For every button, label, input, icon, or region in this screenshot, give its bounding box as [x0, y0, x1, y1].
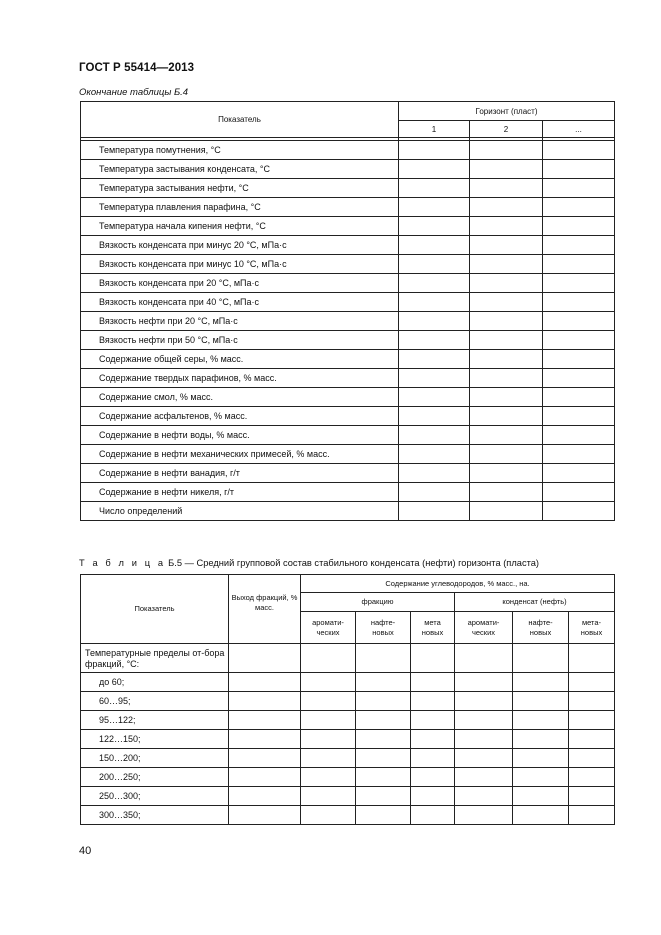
row-label: Температура начала кипения нефти, °С	[81, 217, 399, 236]
table-row	[81, 160, 615, 179]
table-b5	[80, 574, 615, 825]
table-row	[81, 141, 615, 160]
row-label: Вязкость конденсата при минус 10 °С, мПа·с	[81, 255, 399, 274]
table-row	[81, 787, 615, 806]
table-row	[81, 331, 615, 350]
row-label: Температурные пределы от-бора фракций, °С:	[81, 644, 229, 673]
row-label: Содержание в нефти никеля, г/т	[81, 483, 399, 502]
header-horizon-2: 2	[470, 121, 543, 138]
header-indicator: Показатель	[81, 575, 229, 644]
table-row	[81, 293, 615, 312]
table-caption-b4: Окончание таблицы Б.4	[79, 87, 189, 98]
row-label: Температура помутнения, °С	[81, 141, 399, 160]
header-horizon-more: ...	[543, 121, 615, 138]
table-row	[81, 179, 615, 198]
table-row	[81, 749, 615, 768]
header-condensate: конденсат (нефть)	[455, 593, 615, 612]
header-yield: Выход фракций, % масс.	[229, 575, 301, 644]
table-row	[81, 730, 615, 749]
table-row	[81, 407, 615, 426]
row-label: Содержание в нефти ванадия, г/т	[81, 464, 399, 483]
row-label: Содержание асфальтенов, % масс.	[81, 407, 399, 426]
row-label: 250…300;	[81, 787, 229, 806]
table-row	[81, 806, 615, 825]
header-aromatic-condensate: аромати- ческих	[455, 612, 513, 644]
table-row	[81, 502, 615, 521]
table-row	[81, 255, 615, 274]
row-label: Вязкость нефти при 50 °С, мПа·с	[81, 331, 399, 350]
row-label: 200…250;	[81, 768, 229, 787]
table-row	[81, 312, 615, 331]
row-label: 60…95;	[81, 692, 229, 711]
table-row	[81, 692, 615, 711]
table-b4	[80, 101, 615, 521]
table-row	[81, 369, 615, 388]
table-caption-b5	[79, 558, 539, 568]
header-indicator: Показатель	[81, 102, 399, 138]
row-label: 95…122;	[81, 711, 229, 730]
table-row	[81, 426, 615, 445]
row-label: Содержание в нефти воды, % масс.	[81, 426, 399, 445]
row-label: Содержание смол, % масс.	[81, 388, 399, 407]
header-aromatic-fraction: аромати- ческих	[301, 612, 356, 644]
table-row	[81, 644, 615, 673]
table-row	[81, 198, 615, 217]
row-label: Содержание общей серы, % масс.	[81, 350, 399, 369]
row-label: Вязкость конденсата при 40 °С, мПа·с	[81, 293, 399, 312]
header-horizon: Горизонт (пласт)	[399, 102, 615, 121]
row-label: Температура застывания конденсата, °С	[81, 160, 399, 179]
header-horizon-1: 1	[399, 121, 470, 138]
table-row	[81, 673, 615, 692]
table-row	[81, 768, 615, 787]
table-row	[81, 445, 615, 464]
row-label: Вязкость конденсата при 20 °С, мПа·с	[81, 274, 399, 293]
header-methane-condensate: мета- новых	[569, 612, 615, 644]
table-row	[81, 236, 615, 255]
caption-text: Б.5 — Средний групповой состав стабильного конденсата (нефти) горизонта (пласта)	[165, 558, 540, 568]
document-header: ГОСТ Р 55414—2013	[79, 62, 195, 74]
row-label: Температура застывания нефти, °С	[81, 179, 399, 198]
row-label: до 60;	[81, 673, 229, 692]
page-number: 40	[79, 845, 92, 857]
row-label: Число определений	[81, 502, 399, 521]
row-label: 300…350;	[81, 806, 229, 825]
row-label: 150…200;	[81, 749, 229, 768]
header-methane-fraction: мета новых	[411, 612, 455, 644]
caption-prefix: Т а б л и ц а	[79, 558, 166, 568]
table-row	[81, 464, 615, 483]
row-label: Температура плавления парафина, °С	[81, 198, 399, 217]
row-label: Содержание твердых парафинов, % масс.	[81, 369, 399, 388]
header-naphthenic-condensate: нафте- новых	[513, 612, 569, 644]
row-label: Содержание в нефти механических примесей, % масс.	[81, 445, 399, 464]
table-row	[81, 350, 615, 369]
table-row	[81, 388, 615, 407]
table-row	[81, 483, 615, 502]
row-label: Вязкость конденсата при минус 20 °С, мПа·с	[81, 236, 399, 255]
table-row	[81, 711, 615, 730]
row-label: 122…150;	[81, 730, 229, 749]
table-row	[81, 274, 615, 293]
table-row	[81, 217, 615, 236]
header-fraction: фракцию	[301, 593, 455, 612]
header-content: Содержание углеводородов, % масс., на.	[301, 575, 615, 593]
header-naphthenic-fraction: нафте- новых	[356, 612, 411, 644]
row-label: Вязкость нефти при 20 °С, мПа·с	[81, 312, 399, 331]
